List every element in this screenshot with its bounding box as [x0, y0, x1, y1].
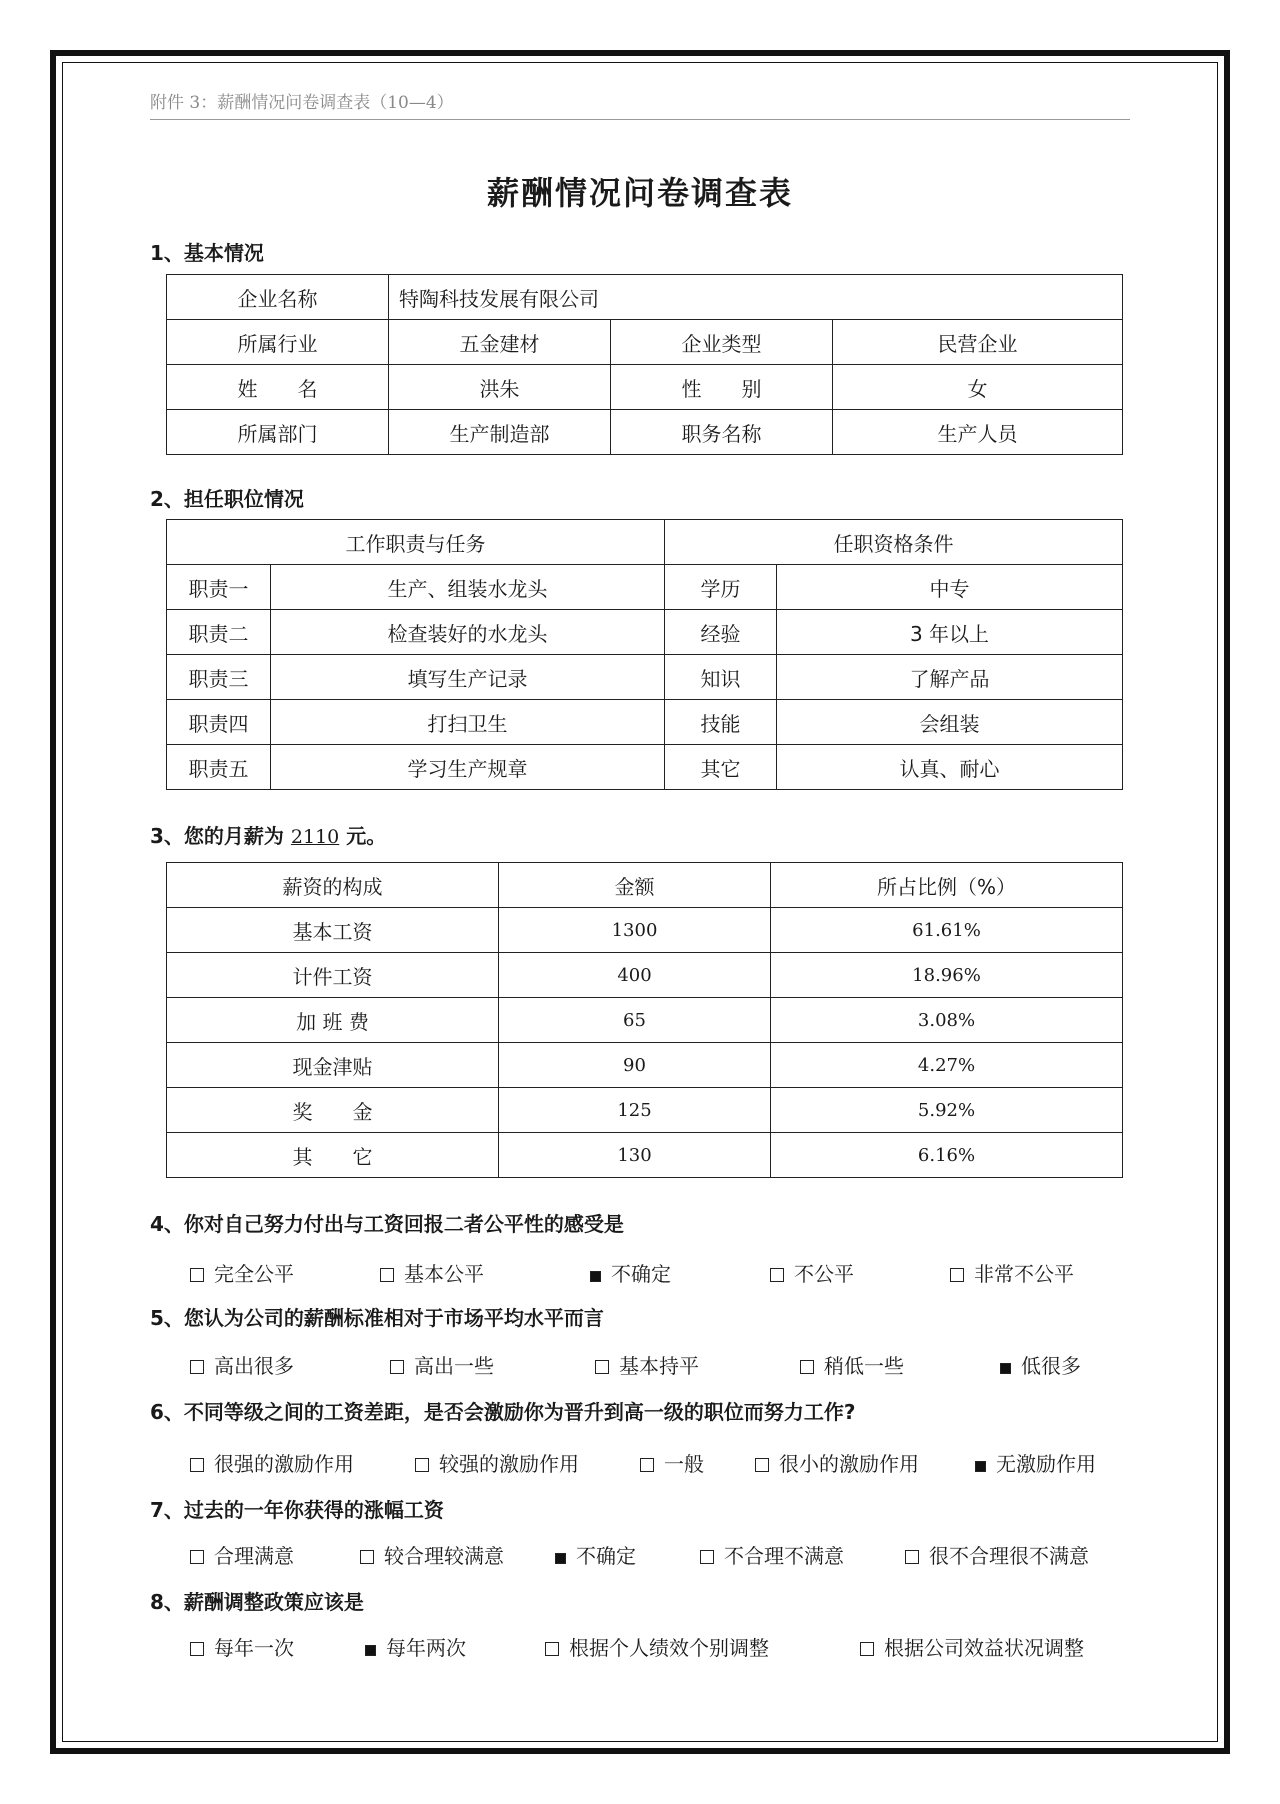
- option-label: 很小的激励作用: [779, 1452, 919, 1476]
- table-cell: 洪朱: [389, 365, 611, 410]
- checkbox-icon[interactable]: [190, 1360, 204, 1374]
- q6-option[interactable]: [755, 1448, 919, 1477]
- checkbox-checked-icon[interactable]: [365, 1645, 376, 1656]
- table-cell: 技能: [665, 700, 777, 745]
- checkbox-icon[interactable]: [190, 1550, 204, 1564]
- table-row: [167, 365, 1123, 410]
- option-label: 不确定: [611, 1262, 671, 1286]
- table-cell: 130: [499, 1133, 771, 1178]
- table-cell: 所属部门: [167, 410, 389, 455]
- checkbox-icon[interactable]: [545, 1642, 559, 1656]
- question-7-title: 7、过去的一年你获得的涨幅工资: [150, 1498, 444, 1522]
- q4-option[interactable]: [590, 1258, 671, 1287]
- q5-option[interactable]: [595, 1350, 699, 1379]
- table-cell: 3.08%: [771, 998, 1123, 1043]
- q5-option[interactable]: [190, 1350, 294, 1379]
- option-label: 稍低一些: [824, 1354, 904, 1378]
- q4-option[interactable]: [770, 1258, 854, 1287]
- option-label: 合理满意: [214, 1544, 294, 1568]
- option-label: 非常不公平: [974, 1262, 1074, 1286]
- table-cell: 生产制造部: [389, 410, 611, 455]
- q8-option[interactable]: [190, 1632, 294, 1661]
- q4-option[interactable]: [190, 1258, 294, 1287]
- document-header: 附件 3：薪酬情况问卷调查表（10—4）: [150, 88, 1130, 120]
- table-cell: 姓 名: [167, 365, 389, 410]
- question-6-title: 6、不同等级之间的工资差距，是否会激励你为晋升到高一级的职位而努力工作?: [150, 1400, 856, 1424]
- checkbox-icon[interactable]: [190, 1268, 204, 1282]
- checkbox-icon[interactable]: [700, 1550, 714, 1564]
- company-name-value: 特陶科技发展有限公司: [389, 275, 1123, 320]
- option-label: 根据公司效益状况调整: [884, 1636, 1084, 1660]
- question-8-title: 8、薪酬调整政策应该是: [150, 1590, 364, 1614]
- table-cell: 会组装: [777, 700, 1123, 745]
- table-cell: 125: [499, 1088, 771, 1133]
- option-label: 不确定: [576, 1544, 636, 1568]
- checkbox-checked-icon[interactable]: [555, 1553, 566, 1564]
- table-cell: 5.92%: [771, 1088, 1123, 1133]
- q4-option[interactable]: [380, 1258, 484, 1287]
- q6-option[interactable]: [975, 1448, 1096, 1477]
- option-label: 很不合理很不满意: [929, 1544, 1089, 1568]
- table-cell: 加 班 费: [167, 998, 499, 1043]
- table-cell: 61.61%: [771, 908, 1123, 953]
- table-cell: 五金建材: [389, 320, 611, 365]
- table-cell: 职责五: [167, 745, 271, 790]
- option-label: 每年两次: [386, 1636, 466, 1660]
- checkbox-icon[interactable]: [755, 1458, 769, 1472]
- option-label: 每年一次: [214, 1636, 294, 1660]
- table-cell: 职责二: [167, 610, 271, 655]
- checkbox-icon[interactable]: [905, 1550, 919, 1564]
- table-header-row: [167, 863, 1123, 908]
- question-5-title: 5、您认为公司的薪酬标准相对于市场平均水平而言: [150, 1306, 604, 1330]
- option-label: 完全公平: [214, 1262, 294, 1286]
- table-row: [167, 1088, 1123, 1133]
- q7-option[interactable]: [700, 1540, 844, 1569]
- table-cell: 职责四: [167, 700, 271, 745]
- q6-option[interactable]: [640, 1448, 704, 1477]
- column-header: 薪资的构成: [167, 863, 499, 908]
- company-name-label: 企业名称: [167, 275, 389, 320]
- table-cell: 学习生产规章: [271, 745, 665, 790]
- checkbox-icon[interactable]: [415, 1458, 429, 1472]
- option-label: 基本持平: [619, 1354, 699, 1378]
- option-label: 一般: [664, 1452, 704, 1476]
- qualifications-header: 任职资格条件: [665, 520, 1123, 565]
- table-row: [167, 953, 1123, 998]
- table-cell: 基本工资: [167, 908, 499, 953]
- checkbox-icon[interactable]: [190, 1642, 204, 1656]
- monthly-salary-value: 2110: [290, 826, 340, 848]
- q7-option[interactable]: [555, 1540, 636, 1569]
- q7-option[interactable]: [190, 1540, 294, 1569]
- checkbox-icon[interactable]: [860, 1642, 874, 1656]
- table-row: [167, 700, 1123, 745]
- salary-table: [166, 862, 1123, 1178]
- option-label: 无激励作用: [996, 1452, 1096, 1476]
- basic-info-table: [166, 274, 1123, 455]
- option-label: 较强的激励作用: [439, 1452, 579, 1476]
- table-cell: 其它: [665, 745, 777, 790]
- table-row: [167, 655, 1123, 700]
- checkbox-icon[interactable]: [380, 1268, 394, 1282]
- option-label: 高出很多: [214, 1354, 294, 1378]
- table-cell: 65: [499, 998, 771, 1043]
- option-label: 不公平: [794, 1262, 854, 1286]
- table-cell: 民营企业: [833, 320, 1123, 365]
- table-cell: 奖 金: [167, 1088, 499, 1133]
- table-row: [167, 410, 1123, 455]
- question-4-title: 4、你对自己努力付出与工资回报二者公平性的感受是: [150, 1212, 624, 1236]
- table-row: [167, 745, 1123, 790]
- table-cell: 经验: [665, 610, 777, 655]
- checkbox-icon[interactable]: [800, 1360, 814, 1374]
- checkbox-icon[interactable]: [190, 1458, 204, 1472]
- q5-option[interactable]: [800, 1350, 904, 1379]
- table-cell: 其 它: [167, 1133, 499, 1178]
- q4-option[interactable]: [950, 1258, 1074, 1287]
- table-row: [167, 908, 1123, 953]
- table-cell: 检查装好的水龙头: [271, 610, 665, 655]
- q8-option[interactable]: [860, 1632, 1084, 1661]
- q5-option[interactable]: [390, 1350, 494, 1379]
- q7-option[interactable]: [360, 1540, 504, 1569]
- option-label: 根据个人绩效个别调整: [569, 1636, 769, 1660]
- table-cell: 职责一: [167, 565, 271, 610]
- option-label: 很强的激励作用: [214, 1452, 354, 1476]
- checkbox-checked-icon[interactable]: [1000, 1363, 1011, 1374]
- table-row: [167, 610, 1123, 655]
- column-header: 所占比例（%）: [771, 863, 1123, 908]
- column-header: 金额: [499, 863, 771, 908]
- option-label: 低很多: [1021, 1354, 1081, 1378]
- q6-option[interactable]: [190, 1448, 354, 1477]
- table-cell: 中专: [777, 565, 1123, 610]
- table-row: [167, 998, 1123, 1043]
- page-title: 薪酬情况问卷调查表: [486, 174, 793, 212]
- option-label: 高出一些: [414, 1354, 494, 1378]
- salary-title-prefix: 3、您的月薪为: [150, 824, 291, 848]
- table-row: [167, 565, 1123, 610]
- table-row: [167, 1043, 1123, 1088]
- table-cell: 职务名称: [611, 410, 833, 455]
- checkbox-icon[interactable]: [770, 1268, 784, 1282]
- table-cell: 认真、耐心: [777, 745, 1123, 790]
- table-cell: 企业类型: [611, 320, 833, 365]
- checkbox-icon[interactable]: [595, 1360, 609, 1374]
- q8-option[interactable]: [365, 1632, 466, 1661]
- checkbox-checked-icon[interactable]: [590, 1271, 601, 1282]
- table-cell: 18.96%: [771, 953, 1123, 998]
- table-row: [167, 1133, 1123, 1178]
- table-cell: 职责三: [167, 655, 271, 700]
- table-cell: 400: [499, 953, 771, 998]
- table-row: [167, 320, 1123, 365]
- table-cell: 生产、组装水龙头: [271, 565, 665, 610]
- table-cell: 知识: [665, 655, 777, 700]
- table-cell: 4.27%: [771, 1043, 1123, 1088]
- table-cell: 打扫卫生: [271, 700, 665, 745]
- table-cell: 女: [833, 365, 1123, 410]
- checkbox-icon[interactable]: [640, 1458, 654, 1472]
- q7-option[interactable]: [905, 1540, 1089, 1569]
- q6-option[interactable]: [415, 1448, 579, 1477]
- checkbox-icon[interactable]: [950, 1268, 964, 1282]
- section-basic-info-title: 1、基本情况: [150, 241, 264, 265]
- section-position-title: 2、担任职位情况: [150, 487, 304, 511]
- option-label: 基本公平: [404, 1262, 484, 1286]
- table-cell: 1300: [499, 908, 771, 953]
- position-table: [166, 519, 1123, 790]
- q8-option[interactable]: [545, 1632, 769, 1661]
- salary-title-suffix: 元。: [339, 824, 387, 848]
- duties-header: 工作职责与任务: [167, 520, 665, 565]
- table-cell: 了解产品: [777, 655, 1123, 700]
- q5-option[interactable]: [1000, 1350, 1081, 1379]
- checkbox-checked-icon[interactable]: [975, 1461, 986, 1472]
- table-cell: 所属行业: [167, 320, 389, 365]
- table-cell: 学历: [665, 565, 777, 610]
- checkbox-icon[interactable]: [390, 1360, 404, 1374]
- table-cell: 计件工资: [167, 953, 499, 998]
- table-cell: 现金津贴: [167, 1043, 499, 1088]
- table-cell: 性 别: [611, 365, 833, 410]
- table-cell: 6.16%: [771, 1133, 1123, 1178]
- section-salary-title: [150, 820, 386, 849]
- option-label: 不合理不满意: [724, 1544, 844, 1568]
- table-cell: 90: [499, 1043, 771, 1088]
- table-cell: 生产人员: [833, 410, 1123, 455]
- table-cell: 3 年以上: [777, 610, 1123, 655]
- option-label: 较合理较满意: [384, 1544, 504, 1568]
- table-cell: 填写生产记录: [271, 655, 665, 700]
- checkbox-icon[interactable]: [360, 1550, 374, 1564]
